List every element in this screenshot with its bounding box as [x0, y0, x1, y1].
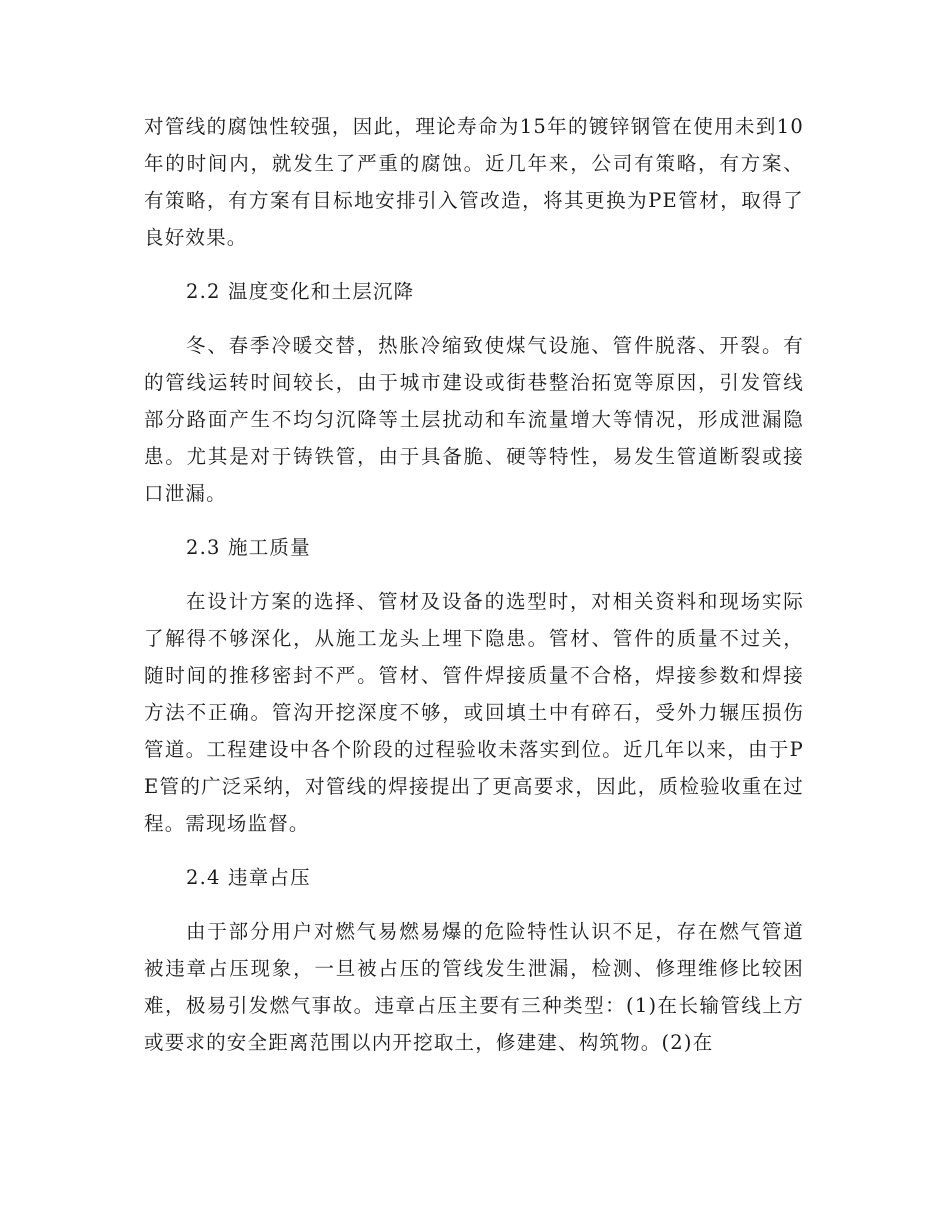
paragraph-illegal-occupation: 由于部分用户对燃气易燃易爆的危险特性认识不足，存在燃气管道被违章占压现象，一旦被占压的管线发生泄漏，检测、修理维修比较困难，极易引发燃气事故。违章占压主要有三种类型：(1)在长输管线上方或要求的安全距离范围以内开挖取土，修建建、构筑物。(2)在: [144, 920, 804, 1054]
paragraph-corrosion-continued: 对管线的腐蚀性较强，因此，理论寿命为15年的镀锌钢管在使用未到10年的时间内，就发生了严重的腐蚀。近几年来，公司有策略，有方案、有策略，有方案有目标地安排引入管改造，将其更换为PE管材，取得了良好效果。: [144, 115, 804, 249]
document-body: [144, 108, 804, 1061]
section-heading-2-2: 2.2 温度变化和土层沉降: [186, 280, 415, 303]
section-heading-2-4: 2.4 违章占压: [186, 866, 311, 889]
paragraph-construction-quality: 在设计方案的选择、管材及设备的选型时，对相关资料和现场实际了解得不够深化，从施工龙头上埋下隐患。管材、管件的质量不过关，随时间的推移密封不严。管材、管件焊接质量不合格，焊接参数和焊接方法不正确。管沟开挖深度不够，或回填土中有碎石，受外力辗压损伤管道。工程建设中各个阶段的过程验收未落实到位。近几年以来，由于PE管的广泛采纳，对管线的焊接提出了更高要求，因此，质检验收重在过程。需现场监督。: [144, 590, 804, 835]
section-heading-2-3: 2.3 施工质量: [186, 536, 311, 559]
paragraph-temperature-settlement: 冬、春季冷暖交替，热胀冷缩致使煤气设施、管件脱落、开裂。有的管线运转时间较长，由于城市建设或街巷整治拓宽等原因，引发管线部分路面产生不均匀沉降等土层扰动和车流量增大等情况，形成泄漏隐患。尤其是对于铸铁管，由于具备脆、硬等特性，易发生管道断裂或接口泄漏。: [144, 334, 804, 505]
